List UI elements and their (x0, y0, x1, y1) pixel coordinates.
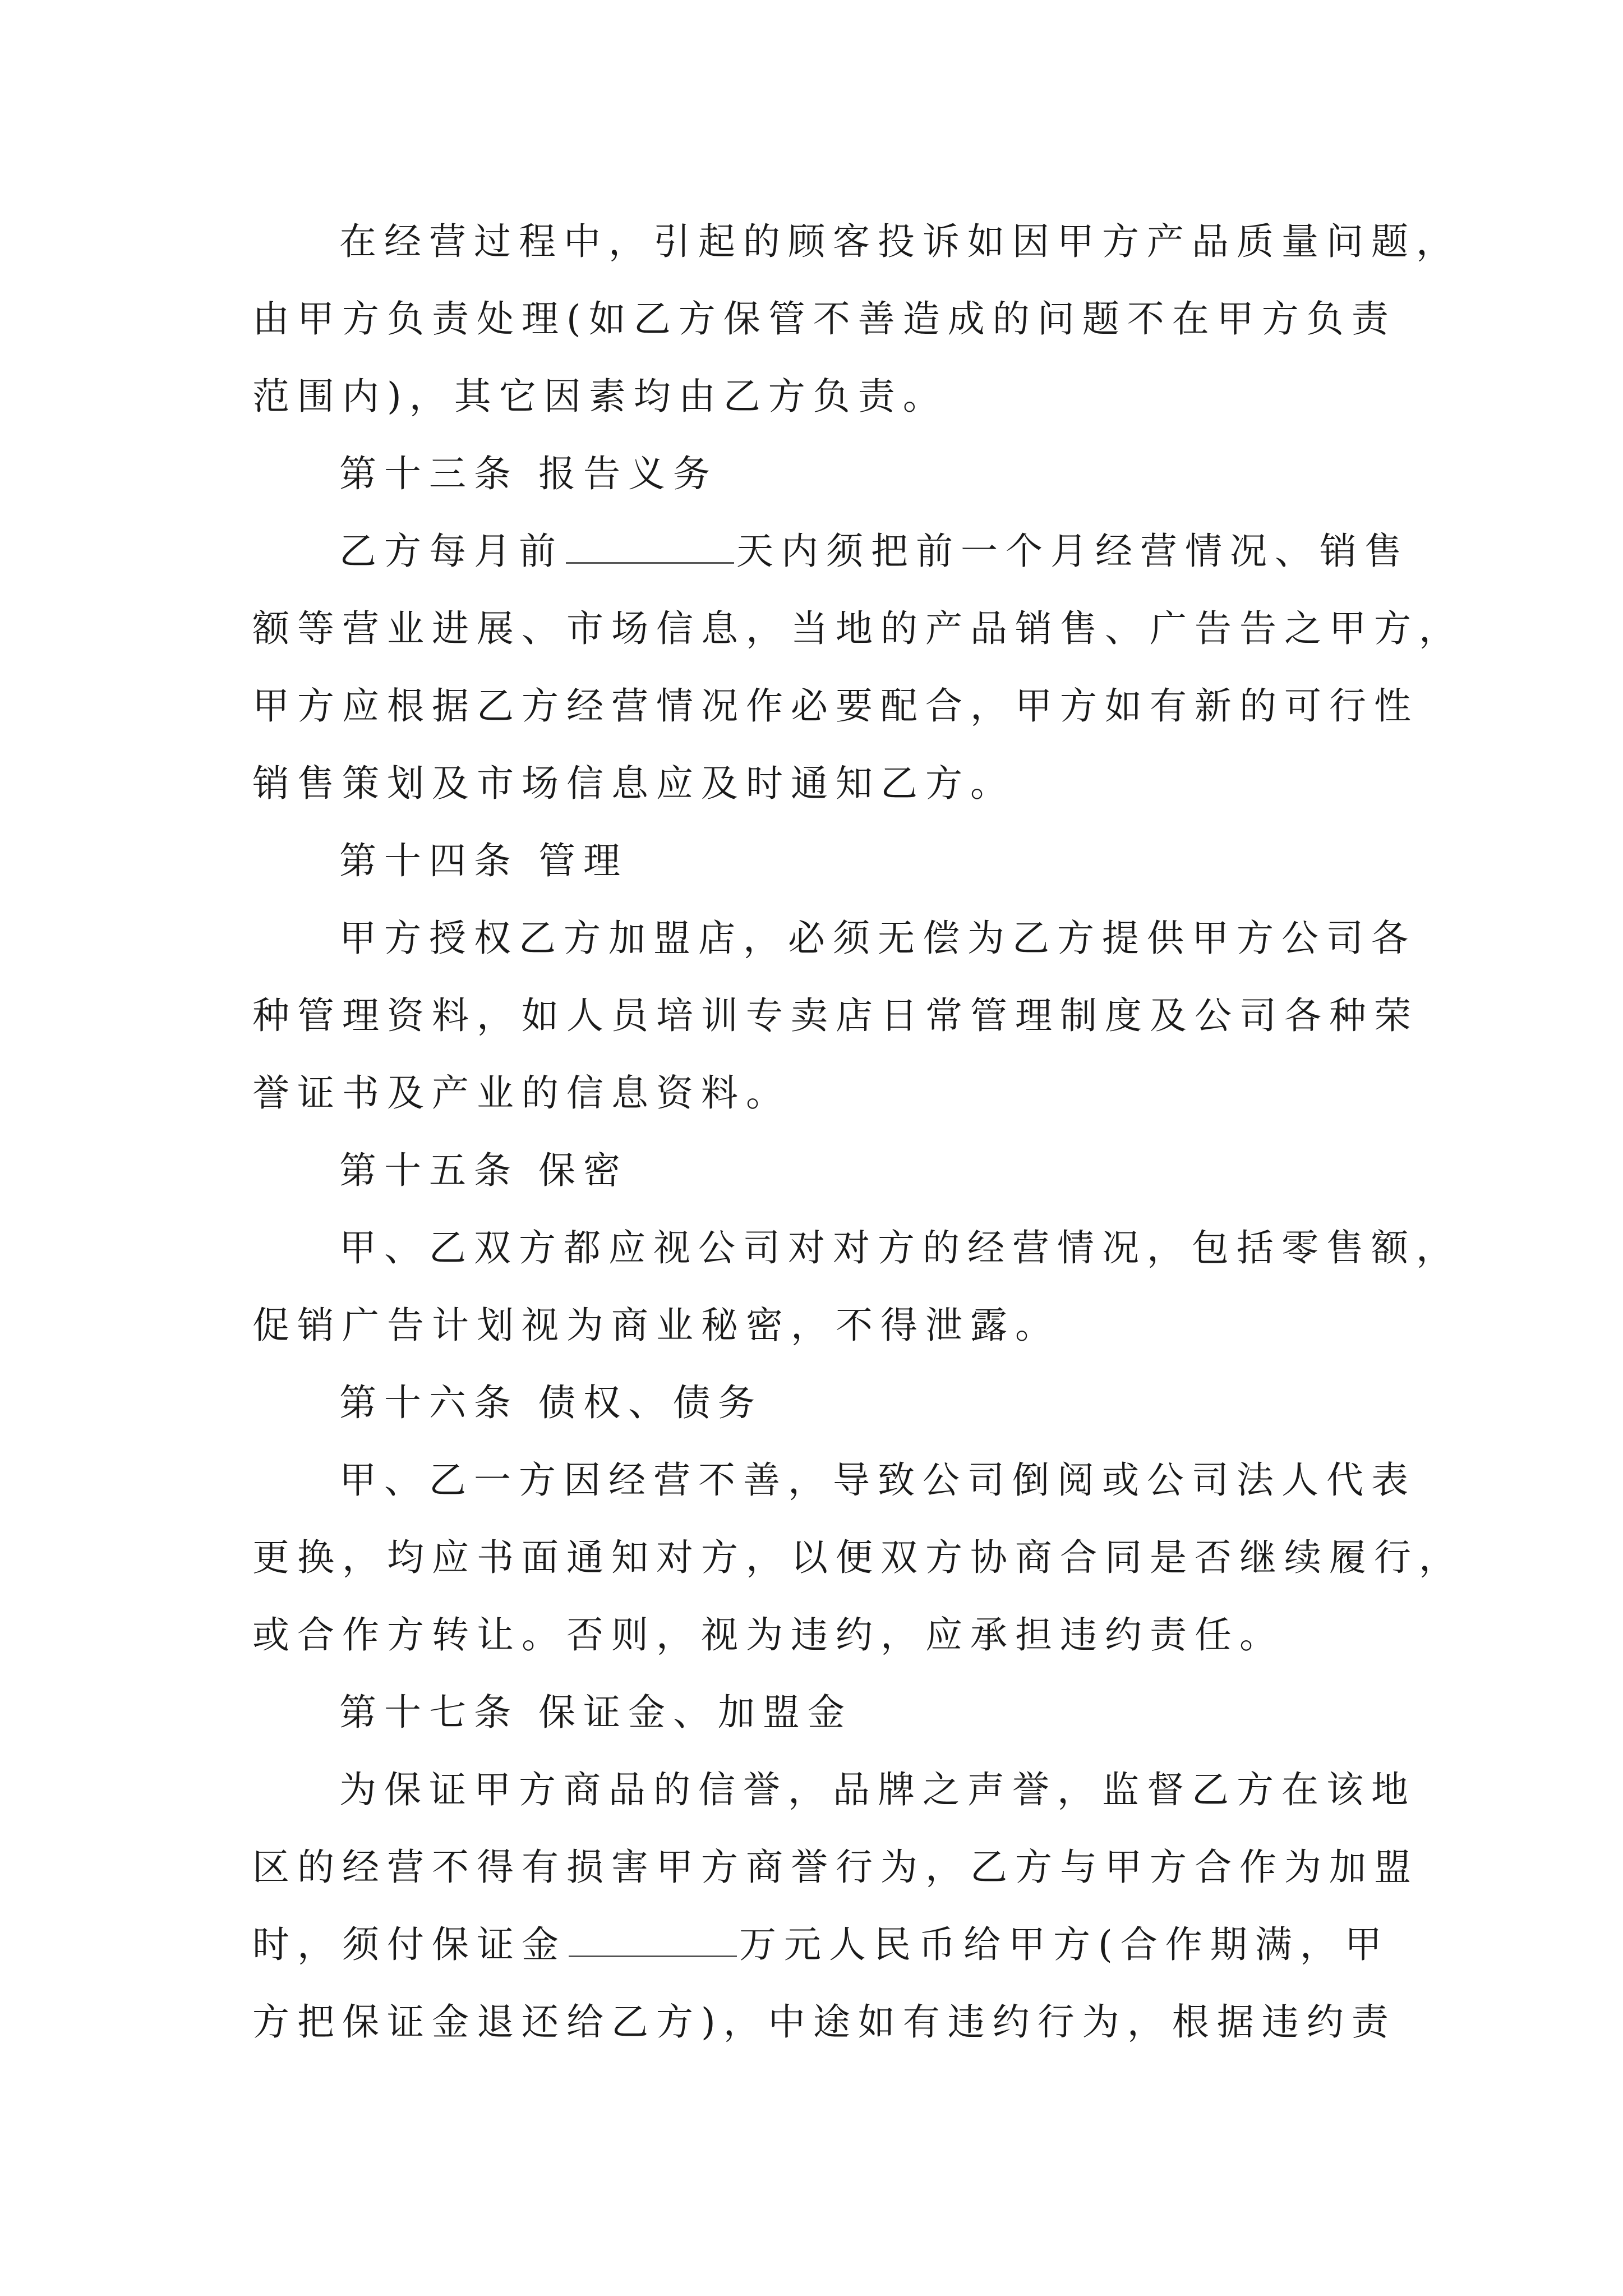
paragraph-line: 更换，均应书面通知对方，以便双方协商合同是否继续履行， (252, 1536, 1464, 1579)
paragraph-line: 区的经营不得有损害甲方商誉行为，乙方与甲方合作为加盟 (252, 1846, 1419, 1889)
paragraph-line: 甲、乙一方因经营不善，导致公司倒阅或公司法人代表 (339, 1458, 1416, 1502)
paragraph-line: 额等营业进展、市场信息，当地的产品销售、广告告之甲方， (252, 607, 1464, 650)
paragraph-line: 甲、乙双方都应视公司对对方的经营情况，包括零售额， (339, 1226, 1461, 1269)
paragraph-line: 促销广告计划视为商业秘密，不得泄露。 (252, 1304, 1060, 1347)
fill-in-blank (566, 560, 734, 564)
paragraph-line: 誉证书及产业的信息资料。 (252, 1071, 791, 1115)
text-segment: 时，须付保证金 (252, 1923, 566, 1966)
paragraph-line (252, 1923, 1441, 1966)
paragraph-line: 甲方授权乙方加盟店，必须无偿为乙方提供甲方公司各 (339, 917, 1416, 960)
paragraph-line: 为保证甲方商品的信誉，品牌之声誉，监督乙方在该地 (339, 1768, 1416, 1811)
fill-in-blank (569, 1953, 737, 1957)
article-heading: 第十七条 保证金、加盟金 (339, 1691, 852, 1734)
paragraph-line: 种管理资料，如人员培训专卖店日常管理制度及公司各种荣 (252, 994, 1419, 1037)
text-segment: 万元人民币给甲方(合作期满，甲 (739, 1923, 1390, 1966)
article-heading: 第十四条 管理 (339, 839, 628, 882)
paragraph-line (339, 530, 1528, 573)
article-heading: 第十六条 债权、债务 (339, 1381, 763, 1424)
article-heading: 第十三条 报告义务 (339, 452, 718, 495)
paragraph-line: 在经营过程中，引起的顾客投诉如因甲方产品质量问题， (339, 220, 1461, 263)
article-heading: 第十五条 保密 (339, 1149, 628, 1192)
paragraph-line: 由甲方负责处理(如乙方保管不善造成的问题不在甲方负责 (252, 297, 1396, 341)
paragraph-line: 甲方应根据乙方经营情况作必要配合，甲方如有新的可行性 (252, 684, 1419, 728)
paragraph-line: 方把保证金退还给乙方)，中途如有违约行为，根据违约责 (252, 2000, 1396, 2044)
paragraph-line: 销售策划及市场信息应及时通知乙方。 (252, 762, 1015, 805)
text-segment: 乙方每月前 (339, 530, 564, 573)
paragraph-line: 范围内)，其它因素均由乙方负责。 (252, 375, 948, 418)
text-segment: 天内须把前一个月经营情况、销售 (736, 530, 1409, 573)
paragraph-line: 或合作方转让。否则，视为违约，应承担违约责任。 (252, 1613, 1284, 1657)
